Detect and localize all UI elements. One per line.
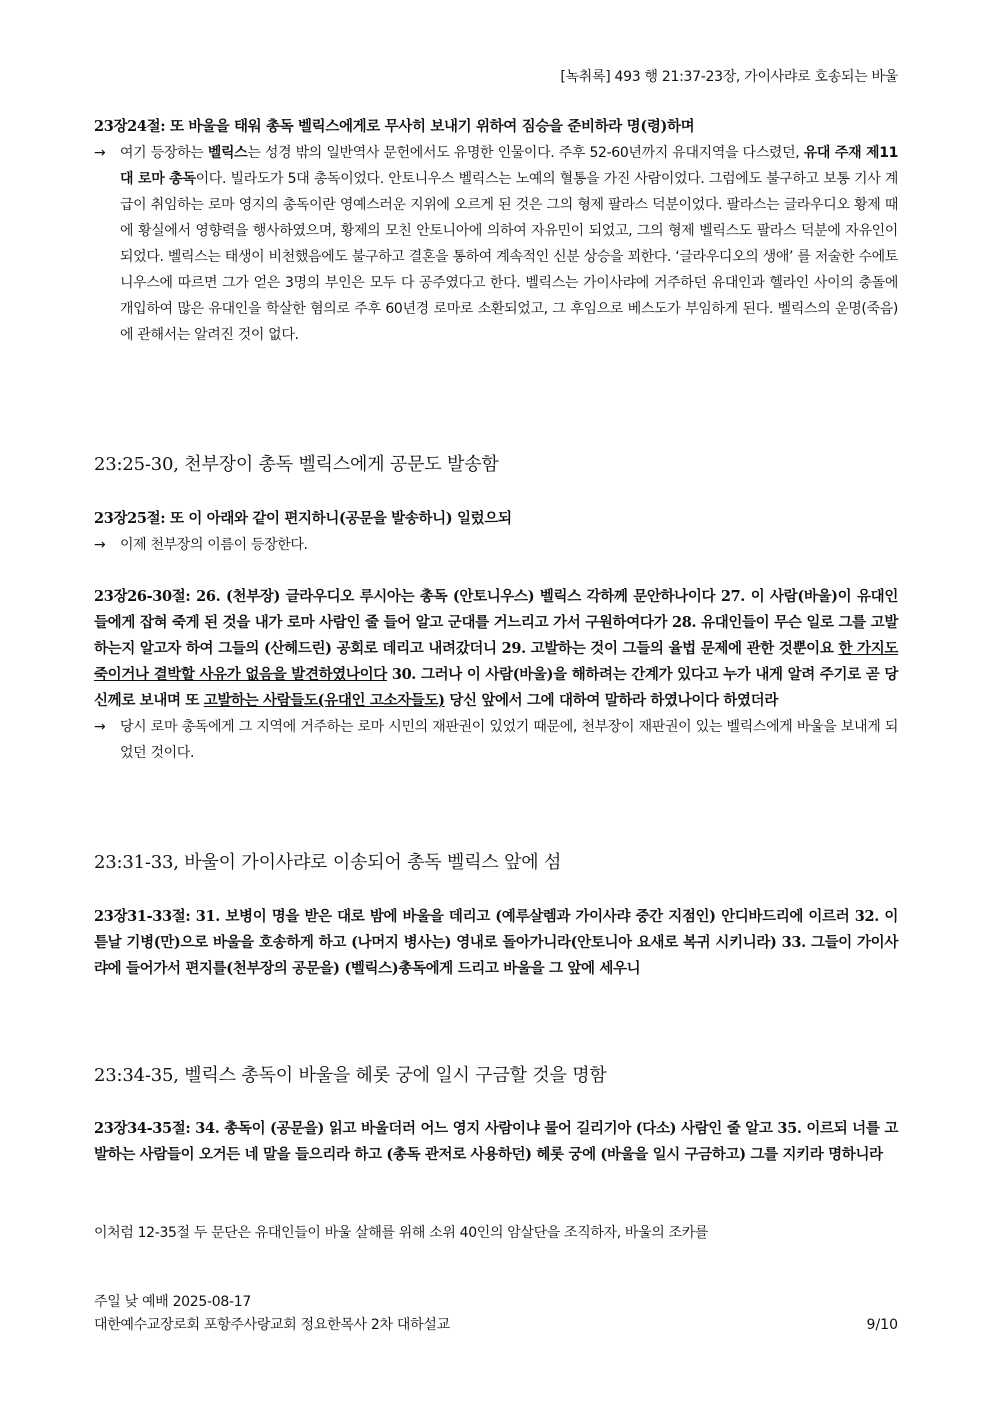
underlined-phrase: 고발하는 사람들도(유대인 고소자들도) [203,692,445,709]
verse-segment: 각하께 문안하나이다 27. 이 사람(바울)이 유대인들에게 잡혀 죽게 된 것을 내가 로마 사람인 줄 들어 알고 군대를 거느리고 가서 구원하여다가 28. 유대인들이 무슨 일로 그를 고발하는지 알고자 하여 그들의 (산헤드린) 공회로 데리고 내려갔더니 29. 고발하는 것이 그들의 율법 문제에 관한 것뿐이요 [94,588,898,657]
commentary-23-26-30 [94,714,898,766]
page-number: 9/10 [866,1317,898,1333]
commentary-23-24 [94,140,898,348]
commentary-text: 이제 천부장의 이름이 등장한다. [120,537,308,553]
verse-23-31-33: 23장31-33절: 31. 보병이 명을 받은 대로 밤에 바울을 데리고 (예루살렘과 가이사랴 중간 지점인) 안디바드리에 이르러 32. 이튿날 기병(만)으로 바울을 호송하게 하고 (나머지 병사는) 영내로 돌아가니라(안토니아 요새로 복귀 시키니라) 33. 그들이 가이사랴에 들어가서 편지를(천부장의 공문을) (벨릭스)총독에게 드리고 바울을 그 앞에 세우니 [94,908,898,977]
commentary-text: 당시 로마 총독에게 그 지역에 거주하는 로마 시민의 재판권이 있었기 때문에, 천부장이 재판권이 있는 벨릭스에게 바울을 보내게 되었던 것이다. [120,719,898,761]
verse-23-24: 23장24절: 또 바울을 태워 총독 벨릭스에게로 무사히 보내기 위하여 짐승을 준비하라 명(령)하며 [94,118,695,135]
verse-segment: 30. 그러나 이 사람(바울)을 해하려는 간계가 있다고 누가 내게 알려 주기로 곧 당신께로 보내며 또 [94,666,898,709]
page-header: [녹취록] 493 행 21:37-23장, 가이사랴로 호송되는 바울 [560,69,898,85]
commentary-segment: 여기 등장하는 [120,145,208,161]
verse-23-26-30-block [94,584,898,766]
closing-paragraph: 이처럼 12-35절 두 문단은 유대인들이 바울 살해를 위해 소위 40인의 암살단을 조직하자, 바울의 조카를 [94,1225,709,1241]
arrow-icon: → [94,537,106,553]
emphasis-felix: 벨릭스 [207,145,248,161]
verse-segment: 당신 앞에서 그에 대하여 말하라 하였나이다 하였더라 [444,692,778,709]
section-heading-23-31-33: 23:31-33, 바울이 가이사랴로 이송되어 총독 벨릭스 앞에 섬 [94,852,562,873]
arrow-icon: → [94,145,106,161]
arrow-icon: → [94,719,106,735]
underlined-phrase: 한 가지도 죽이거나 결박할 사유가 없음을 발견하였나이다 [94,640,899,683]
commentary-segment: 이다. 빌라도가 5대 총독이었다. 안토니우스 벨릭스는 노예의 혈통을 가진 사람이었다. 그럼에도 불구하고 보통 기사 계급이 취임하는 로마 영지의 총독이란 영예스러운 지위에 오르게 된 것은 그의 형제 팔라스 덕분이었다. 팔라스는 글라우디오 황제 때에 황실에서 영향력을 행사하였으며, 황제의 모친 안토니아에 의하여 자유민이 되었고, 그의 형제 벨릭스도 팔라스 덕분에 자유인이 되었다. 벨릭스는 태생이 비천했음에도 불구하고 결혼을 통하여 계속적인 신분 상승을 꾀한다. ‘글라우디오의 생애’ 를 저술한 수에토니우스에 따르면 그가 얻은 3명의 부인은 모두 다 공주였다고 한다. 벨릭스는 가이사랴에 거주하던 유대인과 헬라인 사이의 충돌에 개입하여 많은 유대인을 학살한 혐의로 주후 60년경 로마로 소환되었고, 그 후임으로 베스도가 부임하게 된다. 벨릭스의 운명(죽음)에 관해서는 알려진 것이 없다. [120,171,898,343]
verse-23-26-30 [94,584,898,714]
section-heading-23-34-35: 23:34-35, 벨릭스 총독이 바울을 헤롯 궁에 일시 구금할 것을 명함 [94,1065,607,1086]
section-heading-23-25-30: 23:25-30, 천부장이 총독 벨릭스에게 공문도 발송함 [94,454,499,475]
verse-segment: 23장26-30절: 26. [94,588,226,605]
verse-23-34-35: 23장34-35절: 34. 총독이 (공문을) 읽고 바울더러 어느 영지 사람이냐 물어 길리기아 (다소) 사람인 줄 알고 35. 이르되 너를 고발하는 사람들이 오거든 네 말을 들으리라 하고 (총독 관저로 사용하던) 헤롯 궁에 (바울을 일시 구금하고) 그를 지키라 명하니라 [94,1120,898,1163]
commentary-text [120,140,898,348]
commentary-segment: 는 성경 밖의 일반역사 문헌에서도 유명한 인물이다. 주후 52-60년까지 유대지역을 다스렸던, [247,145,804,161]
verse-23-25: 23장25절: 또 이 아래와 같이 편지하니(공문을 발송하니) 일렀으되 [94,510,512,527]
commentary-23-25 [94,532,898,558]
verse-23-25-block [94,506,898,558]
footer-church: 대한예수교장로회 포항주사랑교회 정요한목사 2차 대하설교 [94,1317,450,1333]
verse-23-24-block [94,114,898,348]
emphasis-governor-title: 유대 주재 제11대 로마 총독 [120,145,899,187]
verse-segment-emphasis: (천부장) 글라우디오 루시아는 총독 (안토니우스) 벨릭스 [225,588,581,605]
footer-service-date: 주일 낮 예배 2025-08-17 [94,1294,251,1310]
